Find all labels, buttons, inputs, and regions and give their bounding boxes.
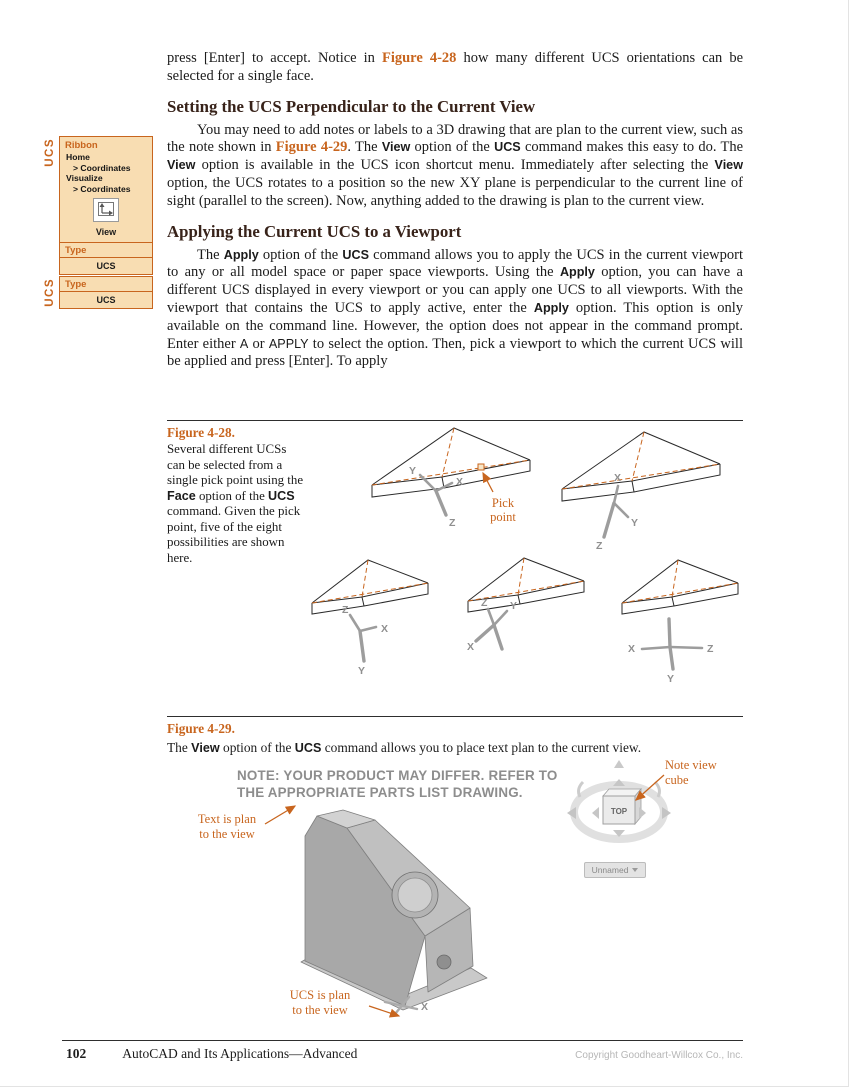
figure-label: Figure 4-29.: [167, 721, 235, 736]
command-option: View: [191, 741, 220, 755]
axis-label-y: Y: [409, 465, 417, 477]
axis-label-x: X: [467, 641, 475, 653]
annotation-line: Pick: [491, 496, 515, 510]
ucs-command-reference-box: [44, 136, 153, 275]
ucs-dropdown: [584, 862, 646, 878]
pick-point-arrow: [483, 473, 493, 492]
body-text: option, you can have a different UCS displayed in every viewport or you can apply one UCS to all viewports. With the viewport that contains the UCS to apply active, enter the: [167, 264, 743, 316]
caption-text: option of the: [219, 740, 295, 755]
command-name: UCS: [268, 488, 295, 503]
view-cube-annotation: [665, 758, 737, 787]
axis-label-z: Z: [342, 604, 349, 616]
annotation-line: to the view: [199, 826, 255, 841]
ucs-orientations-illustration: [302, 423, 747, 701]
annotation-line: UCS is plan: [289, 988, 351, 1002]
ribbon-path-item: Visualize: [66, 173, 103, 184]
book-title: AutoCAD and Its Applications—Advanced: [122, 1046, 358, 1061]
body-text: command allows you to apply the UCS in the current viewport to any or all model space or paper space viewports. Using the: [167, 246, 743, 281]
type-value: UCS: [96, 295, 116, 305]
type-header: Type: [60, 277, 152, 292]
ucs-orientation-drawing-5: [622, 560, 738, 685]
body-text: command makes this easy to do. The: [520, 139, 744, 156]
body-text: press [Enter] to accept. Notice in: [167, 50, 382, 66]
type-header: Type: [60, 242, 152, 258]
ribbon-header: Ribbon: [65, 140, 98, 151]
note-line-1: NOTE: YOUR PRODUCT MAY DIFFER. REFER TO: [237, 768, 558, 783]
text-plan-annotation: [181, 812, 273, 841]
type-value: UCS: [96, 261, 116, 272]
figure-4-28: [167, 420, 743, 716]
copyright-notice: Copyright Goodheart-Willcox Co., Inc.: [575, 1050, 743, 1061]
axis-label-x: X: [421, 1001, 429, 1013]
command-option: Face: [167, 488, 196, 503]
figure-4-29: [167, 716, 743, 1046]
body-text: option. This option is only available on the command line. However, the option does not appear in the command prompt. Enter either: [167, 299, 743, 352]
body-text: option of the: [258, 246, 343, 263]
caption-text: command allows you to place text plan to the current view.: [321, 740, 642, 755]
command-option: Apply: [223, 247, 259, 262]
body-text: The: [197, 246, 224, 263]
axis-label-z: Z: [481, 597, 488, 609]
axis-label-z: Z: [596, 540, 603, 552]
chevron-down-icon: [632, 868, 638, 872]
page-number: 102: [66, 1046, 87, 1061]
caption-text: The: [167, 740, 192, 755]
note-line-2: THE APPROPRIATE PARTS LIST DRAWING.: [237, 784, 523, 800]
ucs-orientation-drawing-2: [562, 432, 720, 552]
body-text: . The: [347, 139, 382, 156]
type-reference-panel: [59, 276, 153, 309]
body-text: or: [248, 335, 269, 352]
ucs-command-reference-box-2: [44, 276, 153, 309]
cylindrical-boss-top: [398, 878, 432, 912]
axis-label-x: X: [456, 476, 464, 488]
figure-reference: Figure 4-29: [275, 139, 348, 156]
body-text: option is available in the UCS icon shortcut menu. Immediately after selecting the: [195, 157, 715, 174]
section-heading: Setting the UCS Perpendicular to the Current View: [167, 96, 536, 116]
section-heading: Applying the Current UCS to a Viewport: [167, 221, 462, 241]
annotation-line: Note view: [665, 758, 717, 772]
typed-entry: A: [239, 336, 249, 351]
command-name: UCS: [494, 140, 521, 155]
axis-label-y: Y: [358, 665, 366, 677]
page-footer: [62, 1040, 743, 1062]
axis-label-z: Z: [707, 643, 714, 655]
figure-caption: [167, 442, 307, 566]
command-option: Apply: [559, 265, 595, 280]
ucs-dropdown-label: Unnamed: [591, 865, 629, 875]
pick-point-marker: [478, 464, 484, 470]
axis-label-x: X: [381, 623, 389, 635]
ribbon-path-item: > Coordinates: [73, 162, 131, 173]
annotation-line: to the view: [292, 1002, 348, 1017]
body-text: option, the UCS rotates to a position so the new XY plane is perpendicular to the current line of sight (parallel to the screen). Now, anything added to the drawing is plan to the current view.: [167, 174, 743, 209]
ribbon-path-item: Home: [66, 152, 90, 162]
axis-label-y: Y: [667, 673, 675, 685]
icon-caption: View: [95, 227, 117, 238]
axis-label-x: X: [614, 472, 622, 484]
command-name: UCS: [294, 741, 322, 755]
ucs-orientation-drawing-4: [467, 558, 584, 653]
paragraph: [167, 50, 743, 86]
body-text: how many different UCS orientations can be selected for a single face.: [167, 50, 744, 84]
caption-text: command. Given the pick point, five of the eight possibilities are shown here.: [167, 504, 301, 565]
drilled-hole: [437, 955, 451, 969]
axis-label-z: Z: [449, 517, 456, 529]
axis-label-y: Y: [510, 600, 518, 612]
view-ucs-icon: [93, 198, 119, 222]
command-option: Apply: [533, 300, 569, 315]
body-text: option of the: [410, 139, 495, 156]
main-text-column: [167, 50, 743, 371]
axis-label-x: X: [628, 643, 636, 655]
command-option: View: [381, 140, 411, 155]
ucs-plan-annotation: [272, 988, 368, 1017]
paragraph: [167, 247, 743, 372]
ucs-orientation-drawing-3: [312, 560, 428, 677]
pick-point-annotation: [472, 496, 534, 524]
figure-4-29-image: [167, 754, 743, 1044]
ucs-vertical-label: UCS: [44, 138, 56, 167]
cube-right-arrow-icon: [639, 807, 646, 819]
body-text: to select the option. Then, pick a viewport to which the current UCS will be applied and press [Enter]. To apply: [167, 335, 743, 370]
ucs-vertical-label: UCS: [44, 278, 56, 307]
figure-label: Figure 4-28.: [167, 425, 235, 440]
figure-rule: [167, 420, 743, 421]
viewcube-up-arrow-icon: [614, 760, 624, 768]
cube-left-arrow-icon: [592, 807, 599, 819]
command-name: UCS: [342, 247, 369, 262]
figure-reference: Figure 4-28: [381, 50, 457, 66]
ribbon-reference-panel: [59, 136, 153, 275]
body-text: You may need to add notes or labels to a 3D drawing that are plan to the current view, such as the note shown in: [167, 121, 743, 156]
cube-top-bevel: [603, 789, 641, 796]
viewcube-top-label: TOP: [610, 807, 628, 816]
annotation-line: cube: [665, 772, 689, 787]
figure-rule: [167, 716, 743, 717]
axis-label-y: Y: [631, 517, 639, 529]
ribbon-path-item: > Coordinates: [73, 183, 131, 194]
icon-row: [60, 198, 152, 226]
caption-text: option of the: [195, 488, 269, 503]
typed-entry: APPLY: [268, 336, 309, 351]
annotation-line: Text is plan: [197, 812, 257, 826]
command-option: View: [167, 158, 196, 173]
annotation-line: point: [490, 510, 516, 524]
command-option: View: [714, 158, 743, 173]
paragraph: [167, 122, 743, 211]
caption-text: Several different UCSs can be selected from a single pick point using the: [167, 442, 304, 487]
